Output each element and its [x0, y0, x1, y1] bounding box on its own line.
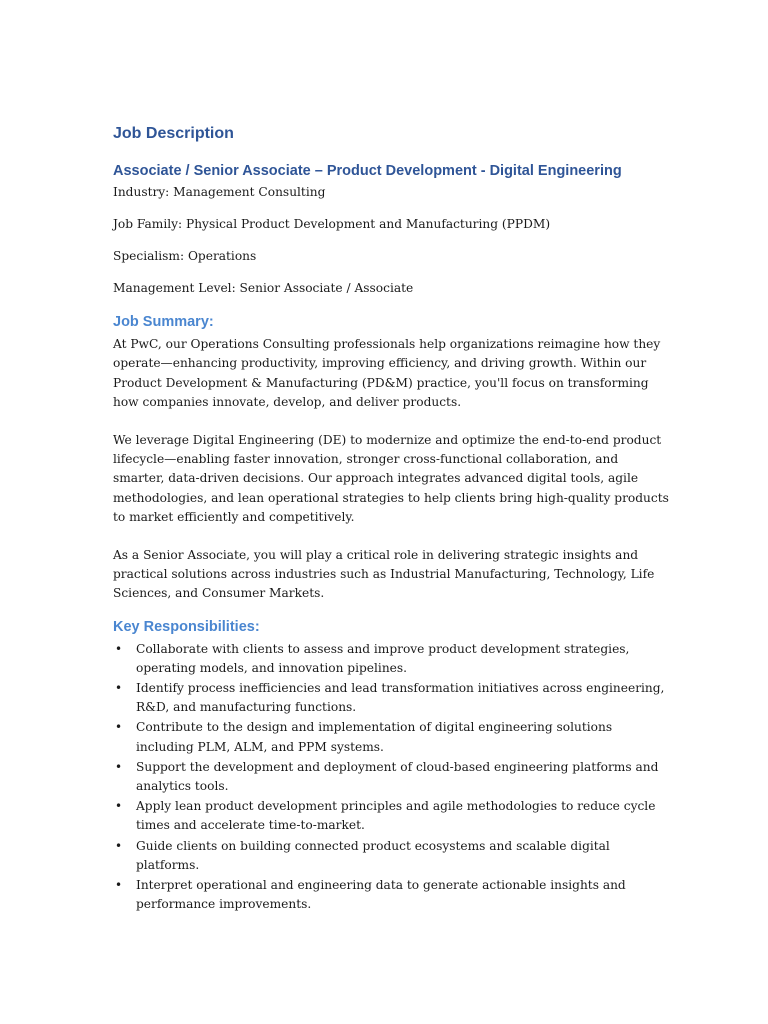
list-item-text: Collaborate with clients to assess and improve product development strategies, operating models, and innovation pipelines.	[136, 641, 630, 675]
summary-heading: Job Summary:	[113, 314, 214, 331]
responsibilities-heading: Key Responsibilities:	[113, 618, 260, 635]
list-item-text: Support the development and deployment of cloud-based engineering platforms and analytics tools.	[136, 759, 659, 794]
bullet-icon: •	[115, 720, 123, 735]
list-item	[113, 837, 673, 875]
meta-management-level: Management Level: Senior Associate / Associate	[113, 281, 414, 295]
list-item	[113, 758, 673, 796]
document-title: Job Description	[113, 125, 234, 142]
list-item	[113, 679, 673, 717]
meta-industry: Industry: Management Consulting	[113, 185, 326, 199]
list-item	[113, 640, 673, 678]
list-item-text: Interpret operational and engineering data to generate actionable insights and performance improvements.	[136, 878, 626, 912]
responsibilities-list	[113, 640, 673, 915]
summary-paragraph: As a Senior Associate, you will play a critical role in delivering strategic insights and practical solutions across industries such as Industrial Manufacturing, Technology, Life Sciences, and Consumer Markets.	[113, 548, 655, 601]
meta-block	[113, 183, 673, 298]
list-item	[113, 797, 673, 835]
bullet-icon: •	[115, 759, 123, 774]
bullet-icon: •	[115, 838, 123, 853]
bullet-icon: •	[115, 799, 123, 814]
list-item-text: Contribute to the design and implementation of digital engineering solutions including PLM, ALM, and PPM systems.	[136, 720, 613, 754]
meta-specialism: Specialism: Operations	[113, 249, 257, 263]
meta-job-family: Job Family: Physical Product Development and Manufacturing (PPDM)	[113, 217, 551, 231]
list-item	[113, 718, 673, 756]
list-item-text: Apply lean product development principles and agile methodologies to reduce cycle times and accelerate time-to-market.	[136, 799, 656, 833]
list-item	[113, 876, 673, 914]
bullet-icon: •	[115, 641, 123, 656]
list-item-text: Guide clients on building connected product ecosystems and scalable digital platforms.	[136, 838, 610, 872]
summary-paragraph: At PwC, our Operations Consulting professionals help organizations reimagine how they operate—enhancing productivity, improving efficiency, and driving growth. Within our Product Development & Manufacturing (PD&M) practice, you'll focus on transforming how companies innovate, develop, and deliver products.	[113, 337, 661, 409]
role-title: Associate / Senior Associate – Product Development - Digital Engineering	[113, 163, 622, 179]
bullet-icon: •	[115, 878, 123, 893]
list-item-text: Identify process inefficiencies and lead transformation initiatives across engineering, R&D, and manufacturing functions.	[136, 681, 665, 715]
document-page	[113, 124, 673, 915]
summary-section	[113, 335, 673, 603]
summary-paragraph: We leverage Digital Engineering (DE) to modernize and optimize the end-to-end product lifecycle—enabling faster innovation, stronger cross-functional collaboration, and smarter, data-driven decisions. Our approach integrates advanced digital tools, agile methodologies, and lean operational strategies to help clients bring high-quality products to market efficiently and competitively.	[113, 433, 669, 524]
bullet-icon: •	[115, 681, 123, 696]
